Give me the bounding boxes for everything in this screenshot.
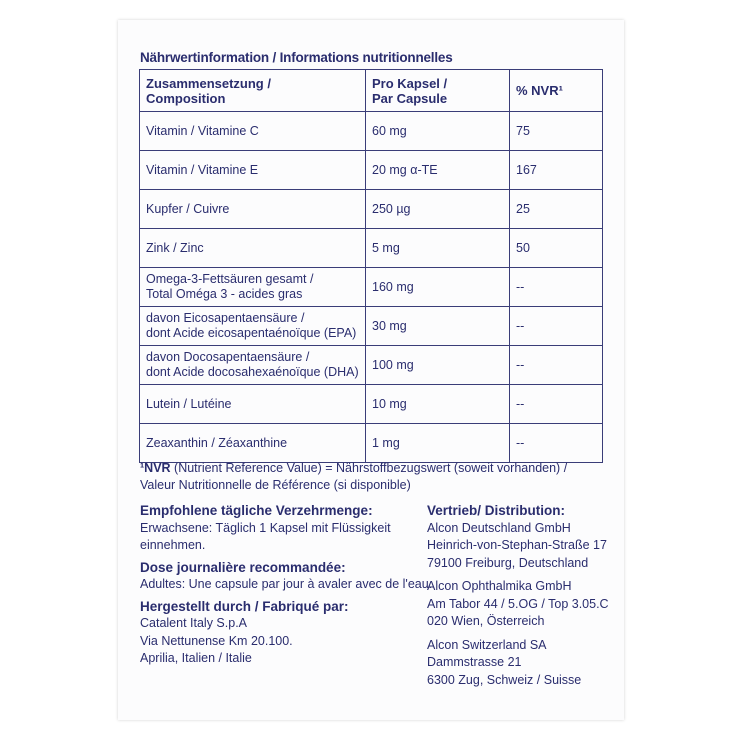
distributor-line: Alcon Switzerland SA [427,637,547,652]
footnote [140,460,610,494]
nutrient-nvr: 25 [510,190,603,229]
nutrient-nvr: -- [510,346,603,385]
nutrition-table [139,69,603,463]
dosage-de-line: Erwachsene: Täglich 1 Kapsel mit Flüssigkeit [140,520,391,535]
distributor-line: 020 Wien, Österreich [427,614,545,628]
table-row [140,151,603,190]
nutrient-name: Vitamin / Vitamine C [140,112,366,151]
footnote-line-1: (Nutrient Reference Value) = Nährstoffbezugswert (soweit vorhanden) / [170,461,568,475]
right-column [427,502,617,689]
nutrient-name: Lutein / Lutéine [140,385,366,424]
nutrient-nvr: -- [510,268,603,307]
manufacturer-line: Via Nettunense Km 20.100. [140,633,293,648]
table-row [140,190,603,229]
nutrient-name: Omega-3-Fettsäuren gesamt / Total Oméga 3 - acides gras [140,268,366,307]
footnote-mark: ¹NVR [140,461,171,475]
nutrient-amount: 250 µg [366,190,510,229]
nutrient-amount: 10 mg [366,385,510,424]
distributor-line: Am Tabor 44 / 5.OG / Top 3.05.C [427,596,609,611]
distributor-line: Heinrich-von-Stephan-Straße 17 [427,538,607,552]
dosage-fr-heading: Dose journalière recommandée: [140,559,346,575]
dosage-de-line: einnehmen. [140,538,206,552]
table-row [140,385,603,424]
table-row [140,268,603,307]
table-header-row [140,70,603,112]
table-row [140,229,603,268]
nutrient-amount: 30 mg [366,307,510,346]
nutrient-nvr: -- [510,307,603,346]
distribution-heading: Vertrieb/ Distribution: [427,503,566,518]
nutrient-amount: 160 mg [366,268,510,307]
footnote-line-2: Valeur Nutritionnelle de Référence (si disponible) [140,478,411,492]
header-composition: Zusammensetzung / Composition [140,70,366,112]
manufacturer-heading: Hergestellt durch / Fabriqué par: [140,598,349,614]
nutrient-name: Vitamin / Vitamine E [140,151,366,190]
distributor-line: Dammstrasse 21 [427,655,522,669]
nutrient-amount: 1 mg [366,424,510,463]
distributor-line: Alcon Ophthalmika GmbH [427,579,572,593]
nutrient-amount: 100 mg [366,346,510,385]
nutrient-name: Zeaxanthin / Zéaxanthine [140,424,366,463]
nutrient-nvr: -- [510,424,603,463]
nutrient-nvr: 75 [510,112,603,151]
distributor-line: 6300 Zug, Schweiz / Suisse [427,672,582,687]
section-title: Nährwertinformation / Informations nutritionnelles [140,50,453,65]
distributor-line: 79100 Freiburg, Deutschland [427,555,589,570]
header-nvr: % NVR¹ [510,70,603,112]
table-row [140,346,603,385]
nutrient-name: Kupfer / Cuivre [140,190,366,229]
nutrient-nvr: 167 [510,151,603,190]
table-row [140,307,603,346]
nutrient-name: Zink / Zinc [140,229,366,268]
nutrient-amount: 20 mg α-TE [366,151,510,190]
table-row [140,112,603,151]
nutrient-nvr: 50 [510,229,603,268]
table-row [140,424,603,463]
nutrient-amount: 5 mg [366,229,510,268]
left-column [140,502,433,668]
dosage-fr-line: Adultes: Une capsule par jour à avaler avec de l'eau. [140,577,433,591]
manufacturer-line: Aprilia, Italien / Italie [140,651,252,665]
dosage-de-heading: Empfohlene tägliche Verzehrmenge: [140,503,373,518]
nutrient-name: davon Docosapentaensäure / dont Acide docosahexaénoïque (DHA) [140,346,366,385]
nutrient-nvr: -- [510,385,603,424]
manufacturer-line: Catalent Italy S.p.A [140,616,248,630]
header-per-capsule: Pro Kapsel / Par Capsule [366,70,510,112]
nutrient-amount: 60 mg [366,112,510,151]
nutrient-name: davon Eicosapentaensäure / dont Acide eicosapentaénoïque (EPA) [140,307,366,346]
distributor-line: Alcon Deutschland GmbH [427,520,571,535]
